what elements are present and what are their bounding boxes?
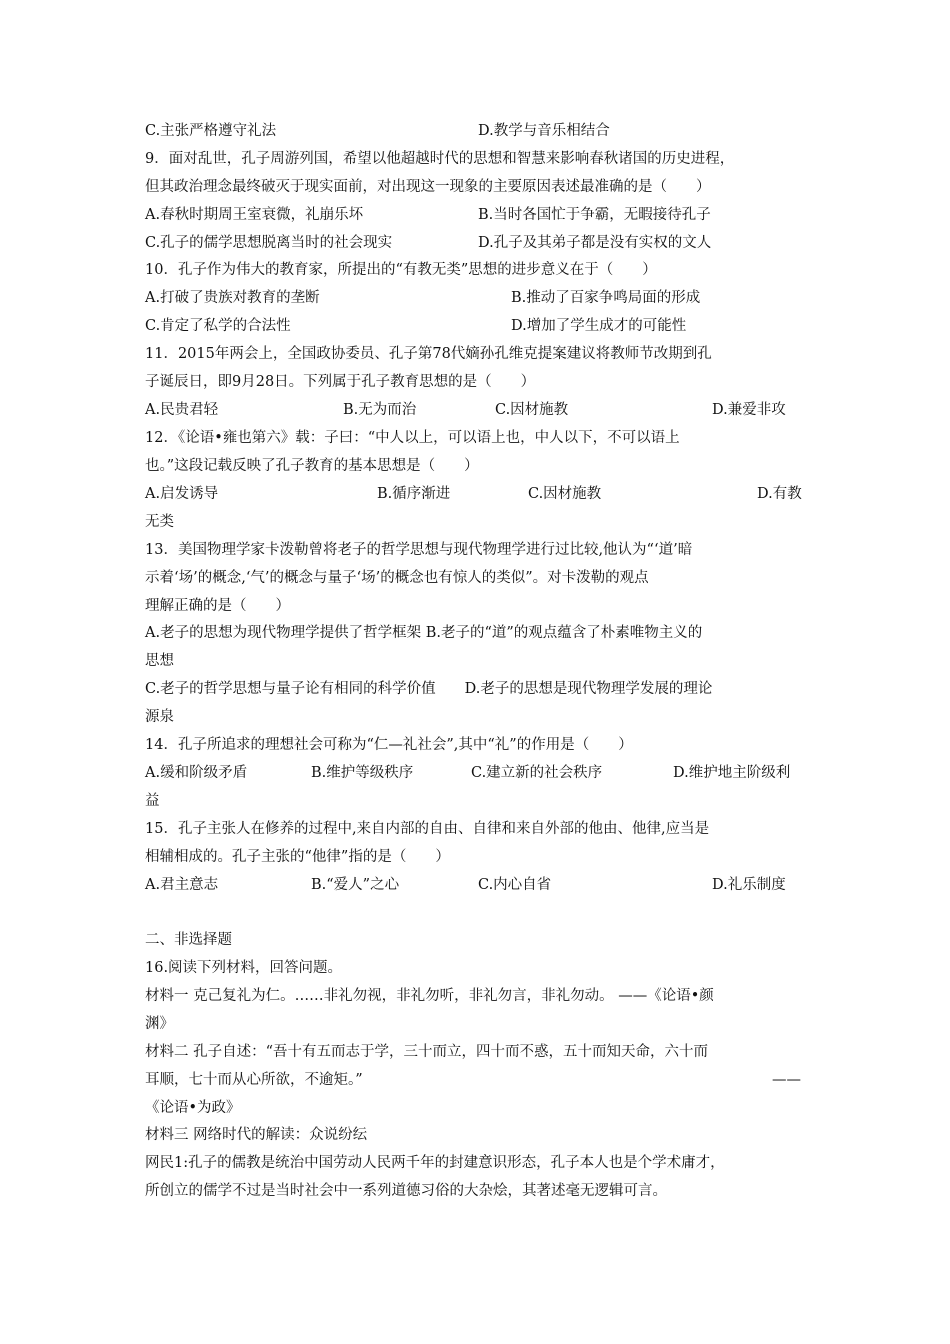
netizen-1-line2: 所创立的儒学不过是当时社会中一系列道德习俗的大杂烩，其著述毫无逻辑可言。	[145, 1183, 667, 1199]
material-2-line2	[145, 1069, 810, 1091]
material-2-line1: 材料二 孔子自述：“吾十有五而志于学，三十而立，四十而不惑，五十而知天命，六十而	[145, 1044, 709, 1060]
material-3-title: 材料三 网络时代的解读：众说纷纭	[145, 1127, 368, 1143]
material-2-dash: ——	[772, 1072, 801, 1088]
q13-stem-line1: 13．美国物理学家卡泼勒曾将老子的哲学思想与现代物理学进行过比较,他认为“‘道’暗	[145, 542, 693, 558]
material-2-source: 《论语•为政》	[145, 1100, 241, 1116]
q9-options-cd	[145, 232, 810, 254]
material-1-line1: 材料一 克己复礼为仁。……非礼勿视，非礼勿听，非礼勿言，非礼勿动。 ——《论语•颜	[145, 988, 714, 1004]
q9-stem-line2: 但其政治理念最终破灭于现实面前，对出现这一现象的主要原因表述最准确的是（ ）	[145, 179, 711, 195]
q12-option-a: A.启发诱导	[145, 486, 219, 502]
q10-options-cd	[145, 315, 810, 337]
q9-option-a: A.春秋时期周王室衰微，礼崩乐坏	[145, 207, 364, 223]
q10-option-b: B.推动了百家争鸣局面的形成	[511, 290, 701, 306]
q13-options-cd-wrap: 源泉	[145, 709, 174, 725]
q10-options-ab	[145, 287, 810, 309]
q15-stem-line1: 15．孔子主张人在修养的过程中,来自内部的自由、自律和来自外部的他由、他律,应当是	[145, 821, 710, 837]
q8-option-c: C.主张严格遵守礼法	[145, 123, 277, 139]
q16-intro: 16.阅读下列材料，回答问题。	[145, 960, 343, 976]
q14-option-a: A.缓和阶级矛盾	[145, 765, 248, 781]
q15-option-c: C.内心自省	[478, 877, 552, 893]
q9-option-c: C.孔子的儒学思想脱离当时的社会现实	[145, 235, 393, 251]
q8-option-d: D.教学与音乐相结合	[478, 123, 610, 139]
netizen-1-line1: 网民1:孔子的儒教是统治中国劳动人民两千年的封建意识形态，孔子本人也是个学术庸才，	[145, 1155, 725, 1171]
q14-stem: 14．孔子所追求的理想社会可称为“仁—礼社会”,其中“礼”的作用是（ ）	[145, 737, 633, 753]
q15-options	[145, 874, 810, 896]
q13-options-ab-wrap: 思想	[145, 653, 174, 669]
q13-stem-line2: 示着‘场’的概念,‘气’的概念与量子‘场’的概念也有惊人的类似”。对卡泼勒的观点	[145, 570, 649, 586]
q10-option-a: A.打破了贵族对教育的垄断	[145, 290, 320, 306]
q10-option-d: D.增加了学生成才的可能性	[511, 318, 687, 334]
section-heading: 二、非选择题	[145, 932, 232, 948]
q12-stem-line2: 也。”这段记载反映了孔子教育的基本思想是（ ）	[145, 458, 479, 474]
q10-stem: 10．孔子作为伟大的教育家，所提出的“有教无类”思想的进步意义在于（ ）	[145, 262, 657, 278]
q12-option-d: D.有教	[757, 486, 802, 502]
q12-stem-line1: 12．《论语•雍也第六》载：子曰：“中人以上，可以语上也，中人以下，不可以语上	[145, 430, 680, 446]
q9-options-ab	[145, 204, 810, 226]
q9-option-b: B.当时各国忙于争霸，无暇接待孔子	[478, 207, 711, 223]
material-1-line2: 渊》	[145, 1016, 174, 1032]
q13-options-cd: C.老子的哲学思想与量子论有相同的科学价值 D.老子的思想是现代物理学发展的理论	[145, 681, 713, 697]
q14-option-d-wrap: 益	[145, 793, 160, 809]
q12-options	[145, 483, 810, 505]
q9-option-d: D.孔子及其弟子都是没有实权的文人	[478, 235, 712, 251]
q11-stem-line1: 11．2015年两会上，全国政协委员、孔子第78代嫡孙孔维克提案建议将教师节改期到孔	[145, 346, 712, 362]
q11-option-b: B.无为而治	[343, 402, 417, 418]
q11-option-d: D.兼爱非攻	[712, 402, 786, 418]
q11-options	[145, 399, 810, 421]
q8-options-cd	[145, 120, 810, 142]
q14-options	[145, 762, 810, 784]
q11-stem-line2: 子诞辰日，即9月28日。下列属于孔子教育思想的是（ ）	[145, 374, 536, 390]
q9-stem-line1: 9．面对乱世，孔子周游列国，希望以他超越时代的思想和智慧来影响春秋诸国的历史进程，	[145, 151, 735, 167]
material-2-quote: 耳顺，七十而从心所欲，不逾矩。”	[145, 1072, 363, 1088]
q10-option-c: C.肯定了私学的合法性	[145, 318, 291, 334]
q14-option-b: B.维护等级秩序	[311, 765, 414, 781]
q15-option-d: D.礼乐制度	[712, 877, 786, 893]
q12-option-d-wrap: 无类	[145, 514, 174, 530]
q13-stem-line3: 理解正确的是（ ）	[145, 598, 290, 614]
q14-option-c: C.建立新的社会秩序	[471, 765, 603, 781]
q14-option-d: D.维护地主阶级利	[673, 765, 791, 781]
q13-options-ab: A.老子的思想为现代物理学提供了哲学框架 B.老子的“道”的观点蕴含了朴素唯物主义的	[145, 625, 703, 641]
q15-option-b: B.“爱人”之心	[311, 877, 400, 893]
q11-option-a: A.民贵君轻	[145, 402, 219, 418]
q12-option-b: B.循序渐进	[377, 486, 451, 502]
q12-option-c: C.因材施教	[528, 486, 602, 502]
q15-stem-line2: 相辅相成的。孔子主张的“他律”指的是（ ）	[145, 849, 450, 865]
q15-option-a: A.君主意志	[145, 877, 219, 893]
q11-option-c: C.因材施教	[495, 402, 569, 418]
